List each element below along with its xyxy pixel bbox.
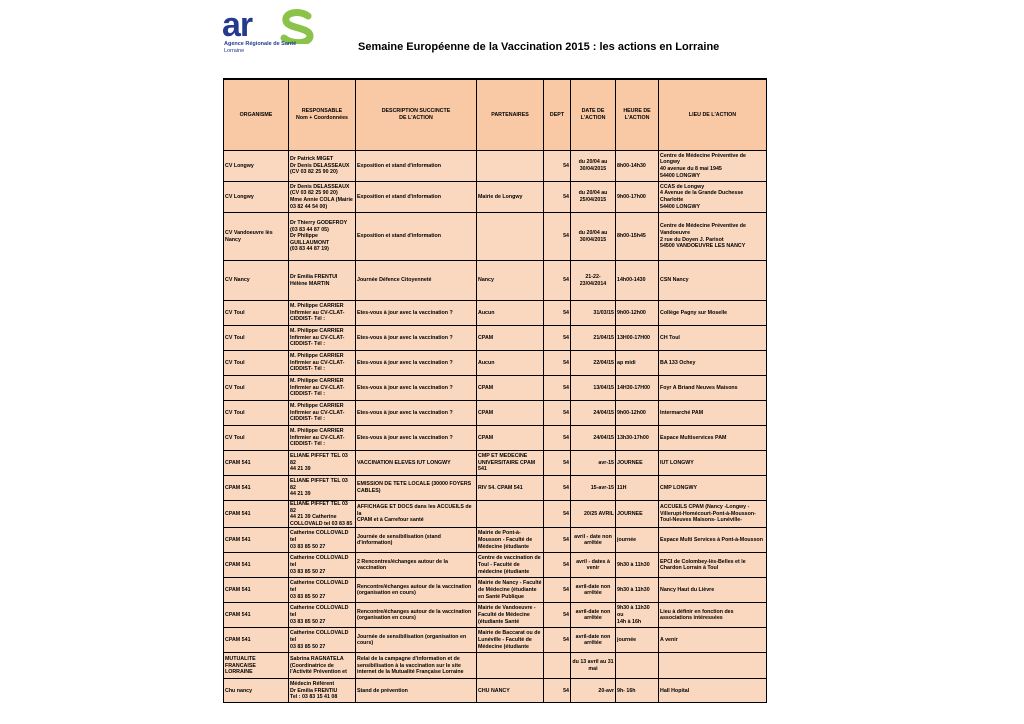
cell-date: 24/04/15 <box>571 401 616 426</box>
logo-region: Lorraine <box>224 48 245 54</box>
cell-organisme: CPAM 541 <box>224 578 289 603</box>
cell-lieu: BA 133 Ochey <box>659 351 767 376</box>
cell-date: du 20/04 au 30/04/2015 <box>571 151 616 182</box>
cell-dept: 54 <box>544 603 571 628</box>
cell-heure: 9h00-17h00 <box>616 182 659 213</box>
cell-date: 31/03/15 <box>571 301 616 326</box>
cell-heure: 13H00-17H00 <box>616 326 659 351</box>
cell-heure: 9h30 à 11h30 <box>616 578 659 603</box>
col-date: DATE DE L'ACTION <box>571 79 616 151</box>
cell-lieu: Intermarché PAM <box>659 401 767 426</box>
cell-lieu: IUT LONGWY <box>659 451 767 476</box>
cell-description: Exposition et stand d'information <box>356 213 477 261</box>
cell-responsable: Catherine COLLOVALD tel 03 83 85 50 27 <box>289 578 356 603</box>
cell-partenaires: CPAM <box>477 426 544 451</box>
table-row <box>224 182 767 213</box>
cell-description: 2 Rencontres/échanges autour de la vaccination <box>356 553 477 578</box>
cell-description: Journée de sensibilisation (stand d'information) <box>356 528 477 553</box>
cell-heure: 9h- 16h <box>616 679 659 703</box>
cell-heure: 8h00-14h30 <box>616 151 659 182</box>
table-row <box>224 603 767 628</box>
cell-heure: 9h30 à 11h30 <box>616 553 659 578</box>
cell-lieu: CH Toul <box>659 326 767 351</box>
cell-heure: 9h30 à 11h30 ou 14h à 16h <box>616 603 659 628</box>
cell-lieu: ACCUEILS CPAM (Nancy -Longwy - Villerupt-Homécourt-Pont-à-Mousson- Toul-Neuves Maisons- Lunéville- <box>659 501 767 528</box>
cell-organisme: CV Toul <box>224 376 289 401</box>
cell-partenaires: Mairie de Pont-à- Mousson - Faculté de Médecine (étudiante <box>477 528 544 553</box>
cell-description: Etes-vous à jour avec la vaccination ? <box>356 401 477 426</box>
cell-organisme: CPAM 541 <box>224 501 289 528</box>
cell-responsable: ELIANE PIFFET TEL 03 82 44 21 39 <box>289 476 356 501</box>
cell-dept: 54 <box>544 476 571 501</box>
cell-lieu: Espace Multi Services à Pont-à-Mousson <box>659 528 767 553</box>
cell-description: Etes-vous à jour avec la vaccination ? <box>356 426 477 451</box>
cell-dept: 54 <box>544 301 571 326</box>
cell-organisme: CV Toul <box>224 426 289 451</box>
cell-partenaires <box>477 653 544 679</box>
cell-heure: JOURNEE <box>616 501 659 528</box>
cell-organisme: CV Toul <box>224 401 289 426</box>
document-title: Semaine Européenne de la Vaccination 2015 : les actions en Lorraine <box>358 41 720 53</box>
cell-responsable: M. Philippe CARRIER Infirmier au CV-CLAT- CIDDIST- Tél : <box>289 426 356 451</box>
cell-partenaires: CMP ET MEDECINE UNIVERSITAIRE CPAM 541 <box>477 451 544 476</box>
cell-responsable: Médecin Référent Dr Emilia FRENTIU Tel : 03 83 15 41 08 <box>289 679 356 703</box>
cell-responsable: M. Philippe CARRIER Infirmier au CV-CLAT- CIDDIST- Tél : <box>289 351 356 376</box>
cell-heure: 8h00-15h45 <box>616 213 659 261</box>
cell-responsable: M. Philippe CARRIER Infirmier au CV-CLAT- CIDDIST- Tél : <box>289 301 356 326</box>
cell-lieu: Nancy Haut du Lièvre <box>659 578 767 603</box>
cell-dept: 54 <box>544 401 571 426</box>
cell-date: du 13 avril au 31 mai <box>571 653 616 679</box>
cell-description: EMISSION DE TETE LOCALE (30000 FOYERS CABLES) <box>356 476 477 501</box>
cell-description: Etes-vous à jour avec la vaccination ? <box>356 326 477 351</box>
cell-responsable: Dr Denis DELASSEAUX (CV 03 82 25 90 20) Mme Annie COLA (Mairie 03 82 44 54 00) <box>289 182 356 213</box>
cell-description: Journée Défence Citoyenneté <box>356 261 477 301</box>
cell-organisme: CV Toul <box>224 326 289 351</box>
cell-partenaires: CPAM <box>477 401 544 426</box>
cell-lieu: Centre de Médecine Préventive de Vandoeuvre 2 rue du Doyen J. Parisot 54500 VANDOEUVRE LES NANCY <box>659 213 767 261</box>
table-header-row <box>224 79 767 151</box>
cell-dept: 54 <box>544 451 571 476</box>
cell-organisme: CPAM 541 <box>224 528 289 553</box>
table-row <box>224 553 767 578</box>
logo-subtitle: Agence Régionale de Santé <box>224 41 297 47</box>
cell-organisme: CV Toul <box>224 301 289 326</box>
cell-partenaires: Mairie de Longwy <box>477 182 544 213</box>
cell-lieu: CSN Nancy <box>659 261 767 301</box>
logo-s-swoosh <box>284 13 310 43</box>
cell-dept: 54 <box>544 553 571 578</box>
table-row <box>224 501 767 528</box>
cell-date: avril-date non arrêtée <box>571 628 616 653</box>
cell-dept: 54 <box>544 151 571 182</box>
cell-responsable: ELIANE PIFFET TEL 03 82 44 21 39 <box>289 451 356 476</box>
cell-responsable: Catherine COLLOVALD tel 03 83 85 50 27 <box>289 553 356 578</box>
cell-lieu: Foyr A Briand Neuves Maisons <box>659 376 767 401</box>
cell-heure: journée <box>616 528 659 553</box>
cell-heure: journée <box>616 628 659 653</box>
table-row <box>224 628 767 653</box>
cell-description: Journée de sensibilisation (organisation en cours) <box>356 628 477 653</box>
cell-organisme: CV Toul <box>224 351 289 376</box>
cell-partenaires <box>477 501 544 528</box>
cell-responsable: Catherine COLLOVALD tel 03 83 85 50 27 <box>289 603 356 628</box>
cell-partenaires: CHU NANCY <box>477 679 544 703</box>
cell-date: 13/04/15 <box>571 376 616 401</box>
table-row <box>224 301 767 326</box>
table-row <box>224 261 767 301</box>
cell-partenaires: Aucun <box>477 351 544 376</box>
cell-partenaires: Centre de vaccination de Toul - Faculté de médecine (étudiante <box>477 553 544 578</box>
cell-date: 21/04/15 <box>571 326 616 351</box>
cell-dept: 54 <box>544 679 571 703</box>
cell-date: avr-15 <box>571 451 616 476</box>
cell-organisme: CV Longwy <box>224 151 289 182</box>
cell-date: avril-date non arrêtée <box>571 578 616 603</box>
cell-date: 24/04/15 <box>571 426 616 451</box>
cell-description: VACCINATION ELEVES IUT LONGWY <box>356 451 477 476</box>
cell-organisme: Chu nancy <box>224 679 289 703</box>
cell-responsable: M. Philippe CARRIER Infirmier au CV-CLAT- CIDDIST- Tél : <box>289 376 356 401</box>
cell-responsable: Dr Thierry GODEFROY (03 83 44 87 05) Dr Philippe GUILLAUMONT (03 83 44 87 19) <box>289 213 356 261</box>
cell-heure: 13h30-17h00 <box>616 426 659 451</box>
cell-responsable: ELIANE PIFFET TEL 03 82 44 21 39 Catherine COLLOVALD tel 03 83 85 <box>289 501 356 528</box>
table-row <box>224 679 767 703</box>
cell-heure: 14h00-1430 <box>616 261 659 301</box>
table-row <box>224 213 767 261</box>
table-row <box>224 376 767 401</box>
cell-dept: 54 <box>544 501 571 528</box>
cell-dept <box>544 653 571 679</box>
cell-lieu: CMP LONGWY <box>659 476 767 501</box>
cell-partenaires <box>477 151 544 182</box>
cell-date: du 20/04 au 25/04/2015 <box>571 182 616 213</box>
table-row <box>224 578 767 603</box>
cell-organisme: CPAM 541 <box>224 603 289 628</box>
cell-organisme: CPAM 541 <box>224 476 289 501</box>
cell-responsable: Catherine COLLOVALD tel 03 83 85 50 27 <box>289 528 356 553</box>
cell-partenaires: Mairie de Nancy - Faculté de Médecine (étudiante en Santé Publique <box>477 578 544 603</box>
cell-date: 22/04/15 <box>571 351 616 376</box>
cell-date: avril - dates à venir <box>571 553 616 578</box>
cell-dept: 54 <box>544 376 571 401</box>
cell-date: 21-22- 23/04/2014 <box>571 261 616 301</box>
cell-date: avril-date non arrêtée <box>571 603 616 628</box>
cell-dept: 54 <box>544 628 571 653</box>
table-row <box>224 401 767 426</box>
cell-dept: 54 <box>544 351 571 376</box>
cell-description: Rencontre/échanges autour de la vaccination (organisation en cours) <box>356 603 477 628</box>
cell-organisme: MUTUALITE FRANCAISE LORRAINE <box>224 653 289 679</box>
cell-date: du 20/04 au 30/04/2015 <box>571 213 616 261</box>
cell-description: Etes-vous à jour avec la vaccination ? <box>356 376 477 401</box>
cell-responsable: Catherine COLLOVALD tel 03 83 85 50 27 <box>289 628 356 653</box>
cell-lieu: Lieu à définir en fonction des associations intéressées <box>659 603 767 628</box>
cell-organisme: CPAM 541 <box>224 451 289 476</box>
cell-heure: 9h00-12h00 <box>616 401 659 426</box>
cell-heure: ap midi <box>616 351 659 376</box>
cell-description: Stand de prévention <box>356 679 477 703</box>
actions-table <box>223 78 767 703</box>
cell-lieu: EPCI de Colombey-lès-Belles et le Chardon Lorrain à Toul <box>659 553 767 578</box>
cell-lieu: CCAS de Longwy 4 Avenue de la Grande Duchesse Charlotte 54400 LONGWY <box>659 182 767 213</box>
cell-responsable: Dr Emilia FRENTUI Hélène MARTIN <box>289 261 356 301</box>
cell-description: Exposition et stand d'information <box>356 151 477 182</box>
cell-partenaires: RIV 54. CPAM 541 <box>477 476 544 501</box>
cell-organisme: CPAM 541 <box>224 628 289 653</box>
cell-dept: 54 <box>544 261 571 301</box>
ars-logo <box>222 8 322 56</box>
cell-dept: 54 <box>544 578 571 603</box>
col-description: DESCRIPTION SUCCINCTE DE L'ACTION <box>356 79 477 151</box>
col-lieu: LIEU DE L'ACTION <box>659 79 767 151</box>
cell-description: Etes-vous à jour avec la vaccination ? <box>356 301 477 326</box>
cell-dept: 54 <box>544 213 571 261</box>
cell-partenaires: CPAM <box>477 376 544 401</box>
cell-date: avril - date non arrêtée <box>571 528 616 553</box>
cell-heure: 14H30-17H00 <box>616 376 659 401</box>
table-row <box>224 653 767 679</box>
cell-organisme: CPAM 541 <box>224 553 289 578</box>
table-row <box>224 151 767 182</box>
col-partenaires: PARTENAIRES <box>477 79 544 151</box>
cell-dept: 54 <box>544 326 571 351</box>
cell-description: Etes-vous à jour avec la vaccination ? <box>356 351 477 376</box>
table-row <box>224 476 767 501</box>
cell-dept: 54 <box>544 528 571 553</box>
col-organisme: ORGANISME <box>224 79 289 151</box>
cell-lieu: Centre de Médecine Préventive de Longwy 40 avenue du 8 mai 1945 54400 LONGWY <box>659 151 767 182</box>
cell-lieu: Collège Pagny sur Moselle <box>659 301 767 326</box>
cell-heure: JOURNEE <box>616 451 659 476</box>
cell-heure <box>616 653 659 679</box>
table-row <box>224 426 767 451</box>
table-row <box>224 351 767 376</box>
cell-responsable: Dr Patrick MIGET Dr Denis DELASSEAUX (CV 03 82 25 90 20) <box>289 151 356 182</box>
logo-ars-letters: ar <box>222 8 253 44</box>
cell-partenaires: Mairie de Vandoeuvre - Faculté de Médecine (étudiante Santé <box>477 603 544 628</box>
cell-date: 15-avr-15 <box>571 476 616 501</box>
cell-partenaires: Mairie de Baccarat ou de Lunéville - Faculté de Médecine (étudiante <box>477 628 544 653</box>
table-row <box>224 528 767 553</box>
col-heure: HEURE DE L'ACTION <box>616 79 659 151</box>
cell-responsable: Sabrina RAGNATELA (Coordinatrice de l'Activité Prévention et <box>289 653 356 679</box>
cell-dept: 54 <box>544 426 571 451</box>
cell-responsable: M. Philippe CARRIER Infirmier au CV-CLAT- CIDDIST- Tél : <box>289 401 356 426</box>
cell-lieu: Hall Hopital <box>659 679 767 703</box>
cell-date: 20-avr <box>571 679 616 703</box>
cell-lieu <box>659 653 767 679</box>
cell-description: AFFICHAGE ET DOCS dans les ACCUEILS de la CPAM et à Carrefour santé <box>356 501 477 528</box>
cell-lieu: A venir <box>659 628 767 653</box>
cell-partenaires: Aucun <box>477 301 544 326</box>
cell-organisme: CV Nancy <box>224 261 289 301</box>
cell-heure: 11H <box>616 476 659 501</box>
cell-heure: 9h00-12h00 <box>616 301 659 326</box>
table-row <box>224 451 767 476</box>
col-responsable: RESPONSABLE Nom + Coordonnées <box>289 79 356 151</box>
cell-organisme: CV Longwy <box>224 182 289 213</box>
col-dept: DEPT <box>544 79 571 151</box>
cell-organisme: CV Vandoeuvre lès Nancy <box>224 213 289 261</box>
cell-description: Rencontre/échanges autour de la vaccination (organisation en cours) <box>356 578 477 603</box>
cell-partenaires: CPAM <box>477 326 544 351</box>
cell-dept: 54 <box>544 182 571 213</box>
cell-responsable: M. Philippe CARRIER Infirmier au CV-CLAT- CIDDIST- Tél : <box>289 326 356 351</box>
cell-description: Relai de la campagne d'information et de sensibilisation à la vaccination sur le site internet de la Mutualité Française Lorraine <box>356 653 477 679</box>
cell-description: Exposition et stand d'information <box>356 182 477 213</box>
table-row <box>224 326 767 351</box>
cell-partenaires <box>477 213 544 261</box>
cell-lieu: Espace Multiservices PAM <box>659 426 767 451</box>
cell-partenaires: Nancy <box>477 261 544 301</box>
cell-date: 20/25 AVRIL <box>571 501 616 528</box>
